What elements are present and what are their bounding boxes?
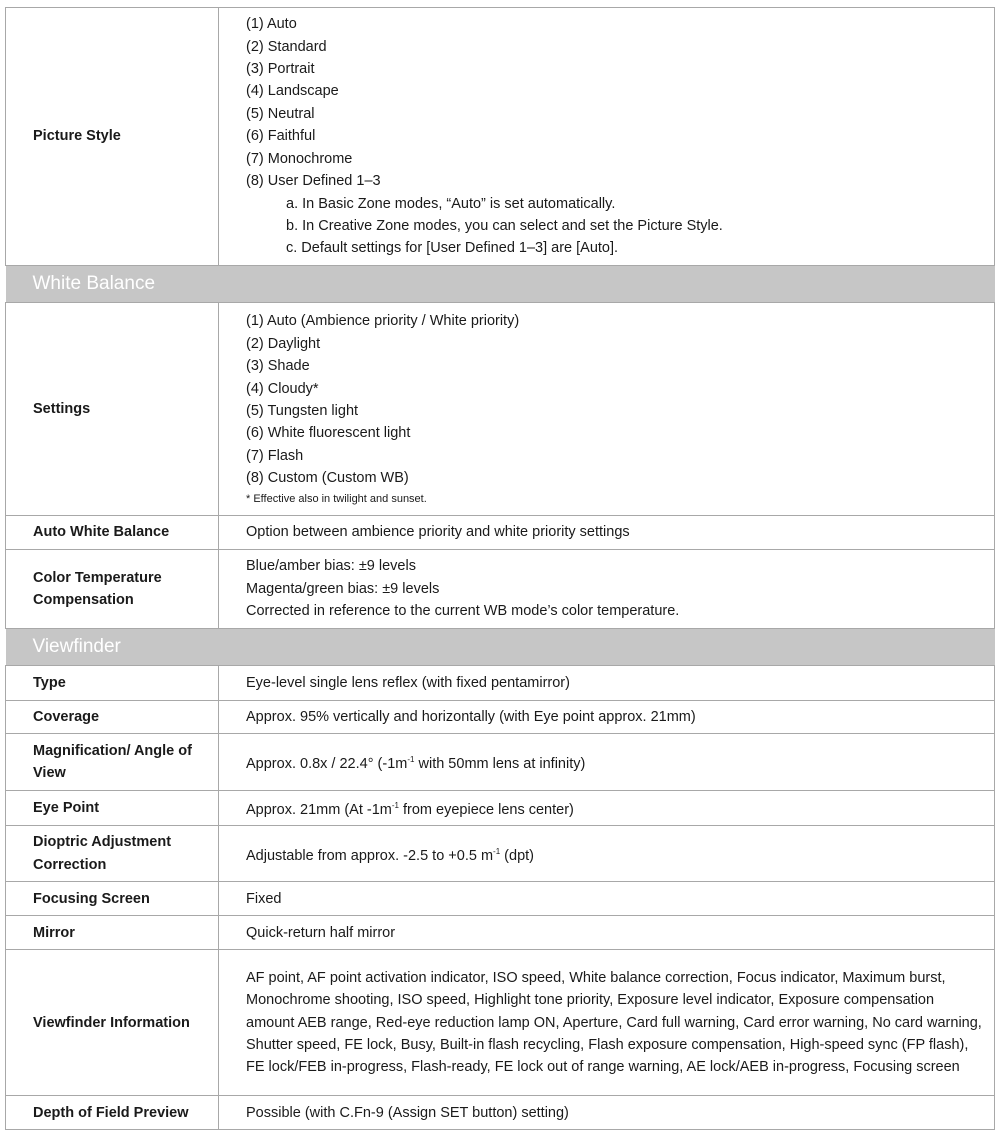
item: (4) Cloudy* <box>246 380 319 397</box>
section-viewfinder <box>6 629 995 666</box>
label: Mirror <box>6 916 219 950</box>
text: from eyepiece lens center) <box>398 801 574 818</box>
value <box>219 826 995 882</box>
value <box>219 550 995 629</box>
item: (1) Auto (Ambience priority / White priority) <box>246 313 520 330</box>
value: Option between ambience priority and white priority settings <box>219 516 995 550</box>
value: Approx. 95% vertically and horizontally (with Eye point approx. 21mm) <box>219 701 995 734</box>
row-picture-style <box>6 8 995 266</box>
item: (2) Standard <box>246 38 327 55</box>
text: Approx. 0.8x / 22.4° (-1m <box>246 755 408 772</box>
section-white-balance <box>6 266 995 303</box>
text: with 50mm lens at infinity) <box>414 755 586 772</box>
section-title: Viewfinder <box>6 629 995 666</box>
label: Viewfinder Information <box>6 950 219 1096</box>
text: (dpt) <box>500 847 534 864</box>
value: AF point, AF point activation indicator, ISO speed, White balance correction, Focus indicator, Maximum burst, Monochrome shooting, ISO speed, Highlight tone priority, Exposure level indicator, Exposure compensation amount AEB range, Red-eye reduction lamp ON, Aperture, Card full warning, Card error warning, No card warning, Shutter speed, FE lock, Busy, Built-in flash recycling, Flash exposure compensation, High-speed sync (FP flash), FE lock/FEB in-progress, Flash-ready, FE lock out of range warning, AE lock/AEB in-progress, Focusing screen <box>219 950 995 1096</box>
item: (2) Daylight <box>246 335 321 352</box>
row-ctc <box>6 550 995 629</box>
footnote: * Effective also in twilight and sunset. <box>246 492 427 505</box>
label: Picture Style <box>6 8 219 266</box>
value <box>219 791 995 826</box>
row-focusing-screen <box>6 882 995 916</box>
label: Dioptric Adjustment Correction <box>6 826 219 882</box>
spec-table <box>5 7 995 1130</box>
line: Blue/amber bias: ±9 levels <box>246 558 416 575</box>
label: Magnification/ Angle of View <box>6 734 219 791</box>
label: Color Temperature Compensation <box>6 550 219 629</box>
row-eye-point <box>6 791 995 826</box>
item: (8) Custom (Custom WB) <box>246 470 409 487</box>
row-magnification <box>6 734 995 791</box>
line: Corrected in reference to the current WB mode’s color temperature. <box>246 603 680 620</box>
value: Fixed <box>219 882 995 916</box>
value <box>219 303 995 516</box>
item: (6) Faithful <box>246 128 316 145</box>
note: b. In Creative Zone modes, you can select and set the Picture Style. <box>286 217 723 234</box>
row-mirror <box>6 916 995 950</box>
value: Eye-level single lens reflex (with fixed pentamirror) <box>219 666 995 701</box>
item: (6) White fluorescent light <box>246 425 411 442</box>
item: (8) User Defined 1–3 <box>246 173 381 190</box>
label: Settings <box>6 303 219 516</box>
row-type <box>6 666 995 701</box>
value <box>219 734 995 791</box>
row-dof-preview <box>6 1096 995 1130</box>
note: a. In Basic Zone modes, “Auto” is set automatically. <box>286 195 616 212</box>
note: c. Default settings for [User Defined 1–3] are [Auto]. <box>286 240 619 257</box>
superscript: -1 <box>493 846 501 856</box>
label: Auto White Balance <box>6 516 219 550</box>
item: (7) Monochrome <box>246 150 353 167</box>
superscript: -1 <box>391 801 399 810</box>
value: Possible (with C.Fn-9 (Assign SET button) setting) <box>219 1096 995 1130</box>
label: Focusing Screen <box>6 882 219 916</box>
item: (7) Flash <box>246 447 304 464</box>
row-coverage <box>6 701 995 734</box>
label: Depth of Field Preview <box>6 1096 219 1130</box>
item: (4) Landscape <box>246 83 339 100</box>
row-awb <box>6 516 995 550</box>
label: Type <box>6 666 219 701</box>
item: (5) Neutral <box>246 105 315 122</box>
value <box>219 8 995 266</box>
text: Adjustable from approx. -2.5 to +0.5 m <box>246 847 494 864</box>
superscript: -1 <box>407 754 415 764</box>
label: Coverage <box>6 701 219 734</box>
text: Approx. 21mm (At -1m <box>246 801 392 818</box>
row-wb-settings <box>6 303 995 516</box>
label: Eye Point <box>6 791 219 826</box>
item: (5) Tungsten light <box>246 403 359 419</box>
item: (1) Auto <box>246 16 297 33</box>
section-title: White Balance <box>6 266 995 303</box>
row-dioptric <box>6 826 995 882</box>
line: Magenta/green bias: ±9 levels <box>246 580 440 597</box>
value: Quick-return half mirror <box>219 916 995 950</box>
row-viewfinder-info <box>6 950 995 1096</box>
item: (3) Shade <box>246 358 310 375</box>
item: (3) Portrait <box>246 61 315 78</box>
